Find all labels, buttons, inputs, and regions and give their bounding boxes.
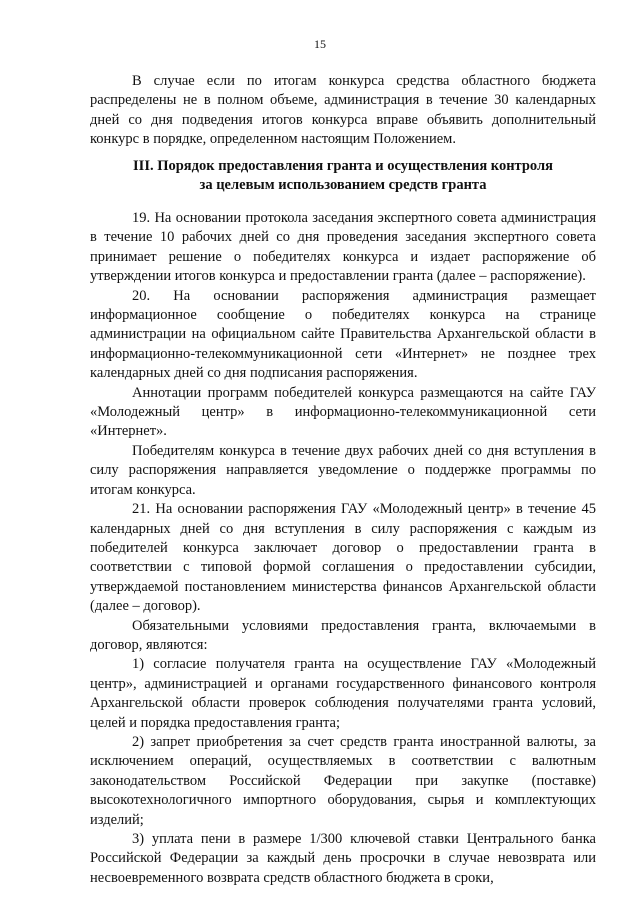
section-heading — [90, 157, 596, 196]
paragraph-20: 20. На основании распоряжения администрация размещает информационное сообщение о победителях конкурса на странице администрации на официальном сайте Правительства Архангельской области в информационно-телекоммуникационной сети «Интернет» не позднее трех календарных дней со дня подписания распоряжения. — [90, 287, 596, 382]
paragraph-conditions-intro: Обязательными условиями предоставления гранта, включаемыми в договор, являются: — [90, 617, 596, 653]
page-number: 15 — [314, 37, 326, 51]
paragraph-condition-2: 2) запрет приобретения за счет средств гранта иностранной валюты, за исключением операций, осуществляемых в соответствии с валютным законодательством Российской Федерации при закупке (поставке) высокотехнологичного импортного оборудования, сырья и комплектующих изделий; — [90, 733, 596, 828]
body-text-block — [90, 209, 596, 888]
intro-text-block — [90, 72, 596, 150]
section-heading-line-1: III. Порядок предоставления гранта и осуществления контроля — [133, 158, 553, 174]
paragraph-19: 19. На основании протокола заседания экспертного совета администрация в течение 10 рабочих дней со дня проведения заседания экспертного совета принимает решение о победителях конкурса и издает распоряжение об утверждении итогов конкурса и предоставлении гранта (далее – распоряжение). — [90, 210, 596, 285]
paragraph-notification: Победителям конкурса в течение двух рабочих дней со дня вступления в силу распоряжения направляется уведомление о поддержке программы по итогам конкурса. — [90, 442, 596, 498]
paragraph-condition-1: 1) согласие получателя гранта на осуществление ГАУ «Молодежный центр», администрацией и органами государственного финансового контроля Архангельской области проверок соблюдения получателями гранта условий, целей и порядка предоставления гранта; — [90, 656, 596, 731]
section-heading-line-2: за целевым использованием средств гранта — [199, 177, 487, 194]
intro-paragraph: В случае если по итогам конкурса средства областного бюджета распределены не в полном объеме, администрация в течение 30 календарных дней со дня подведения итогов конкурса вправе объявить дополнительный конкурс в порядке, определенном настоящим Положением. — [90, 73, 596, 148]
paragraph-condition-3: 3) уплата пени в размере 1/300 ключевой ставки Центрального банка Российской Федерации за каждый день просрочки в случае невозврата или несвоевременного возврата средств областного бюджета в сроки, — [90, 831, 596, 886]
paragraph-annotations: Аннотации программ победителей конкурса размещаются на сайте ГАУ «Молодежный центр» в информационно-телекоммуникационной сети «Интернет». — [90, 384, 596, 440]
paragraph-21: 21. На основании распоряжения ГАУ «Молодежный центр» в течение 45 календарных дней со дня вступления в силу распоряжения с каждым из победителей конкурса заключает договор о предоставлении гранта в соответствии с типовой формой соглашения о предоставлении субсидии, утверждаемой постановлением министерства финансов Архангельской области (далее – договор). — [90, 501, 596, 615]
